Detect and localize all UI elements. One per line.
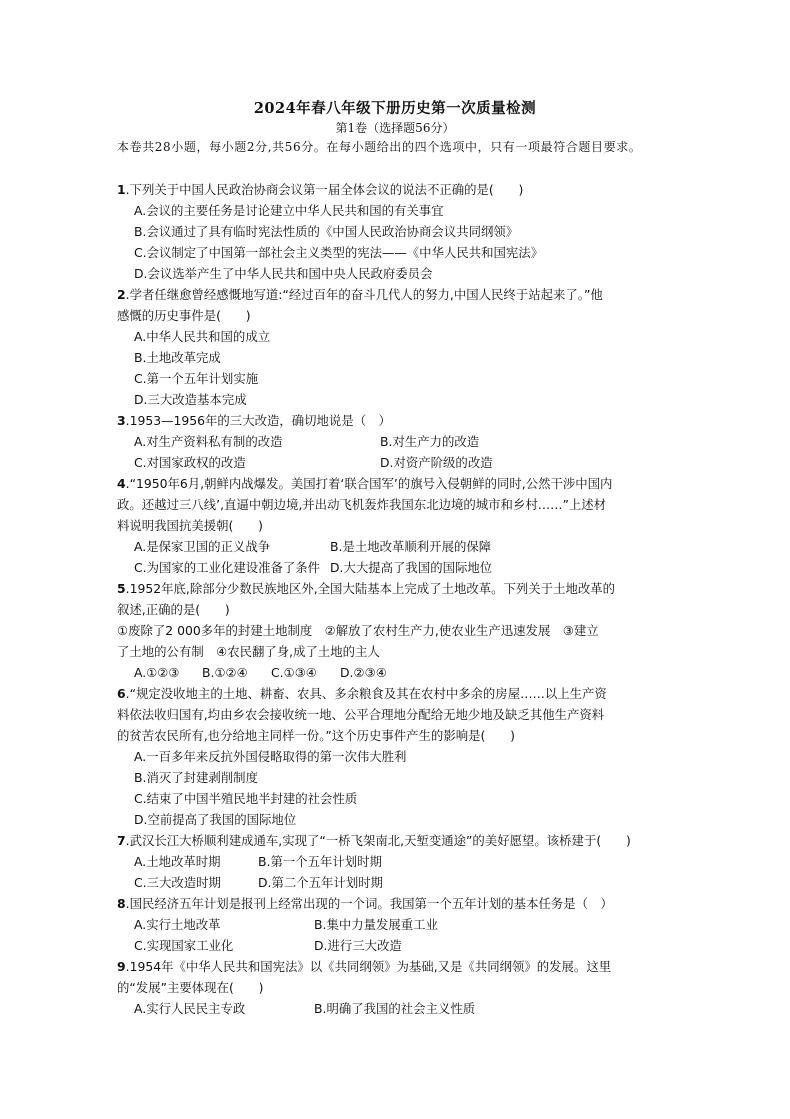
question-6-option-d: D.空前提高了我国的国际地位 [134, 812, 297, 827]
question-number: 1 [117, 182, 126, 197]
question-1-option-d: D.会议选举产生了中华人民共和国中央人民政府委员会 [134, 266, 433, 281]
question-8-option-d: D.进行三大改造 [314, 938, 402, 953]
question-2-stem-line-2: 感慨的历史事件是( ) [117, 308, 251, 323]
question-1-option-c: C.会议制定了中国第一部社会主义类型的宪法——《中华人民共和国宪法》 [134, 245, 544, 260]
question-3-option-a: A.对生产资料私有制的改造 [134, 434, 283, 449]
question-5-option-a: A.①②③ [134, 665, 180, 680]
question-6-stem-line-3: 的贫苦农民所有,也分给地主同样一份。”这个历史事件产生的影响是( ) [117, 728, 515, 743]
question-6-option-b: B.消灭了封建剥削制度 [134, 770, 258, 785]
question-1-stem: 1.下列关于中国人民政治协商会议第一届全体会议的说法不正确的是( ) [117, 182, 524, 197]
question-7-option-a: A.土地改革时期 [134, 854, 221, 869]
question-4-option-d: D.大大提高了我国的国际地位 [330, 560, 493, 575]
question-5-stem-line-3: ①废除了2 000多年的封建土地制度 ②解放了农村生产力,使农业生产迅速发展 ③建立 [117, 623, 599, 638]
question-4-stem-line-2: 政。还越过三八线’,直逼中朝边境,并出动飞机轰炸我国东北边境的城市和乡村……”上述材 [117, 497, 607, 512]
question-4-option-b: B.是土地改革顺利开展的保障 [330, 539, 492, 554]
question-3-option-b: B.对生产力的改造 [380, 434, 480, 449]
question-7-option-d: D.第二个五年计划时期 [258, 875, 383, 890]
question-9-stem-line-2: 的“发展”主要体现在( ) [117, 980, 264, 995]
question-6-stem: 6.“规定没收地主的土地、耕畜、农具、多余粮食及其在农村中多余的房屋……以上生产资 [117, 686, 607, 701]
question-6-option-a: A.一百多年来反抗外国侵略取得的第一次伟大胜利 [134, 749, 407, 764]
question-2-option-b: B.土地改革完成 [134, 350, 221, 365]
section-subtitle: 第1卷（选择题56分） [335, 121, 455, 135]
question-6-option-c: C.结束了中国半殖民地半封建的社会性质 [134, 791, 358, 806]
question-4-option-a: A.是保家卫国的正义战争 [134, 539, 271, 554]
question-9-stem: 9.1954年《中华人民共和国宪法》以《共同纲领》为基础,又是《共同纲领》的发展。这里 [117, 959, 612, 974]
page-title: 2024年春八年级下册历史第一次质量检测 [253, 100, 537, 117]
question-5-stem-line-4: 了土地的公有制 ④农民翻了身,成了土地的主人 [117, 644, 380, 659]
question-5-option-c: C.①③④ [271, 665, 317, 680]
question-8-stem: 8.国民经济五年计划是报刊上经常出现的一个词。我国第一个五年计划的基本任务是（ ） [117, 896, 613, 911]
question-6-stem-line-2: 料依法收归国有,均由乡农会接收统一地、公平合理地分配给无地少地及缺乏其他生产资料 [117, 707, 605, 722]
question-8-option-b: B.集中力量发展重工业 [314, 917, 438, 932]
question-4-option-c: C.为国家的工业化建设准备了条件 [134, 560, 321, 575]
instructions: 本卷共28小题，每小题2分,共56分。在每小题给出的四个选项中，只有一项最符合题目要求。 [117, 140, 642, 154]
question-5-stem-line-2: 叙述,正确的是( ) [117, 602, 230, 617]
question-8-option-a: A.实行土地改革 [134, 917, 221, 932]
question-8-option-c: C.实现国家工业化 [134, 938, 234, 953]
question-7-option-c: C.三大改造时期 [134, 875, 221, 890]
question-2-option-a: A.中华人民共和国的成立 [134, 329, 271, 344]
question-2-stem: 2.学者任继愈曾经感慨地写道:“经过百年的奋斗几代人的努力,中国人民终于站起来了。”他 [117, 287, 603, 302]
question-9-option-a: A.实行人民民主专政 [134, 1001, 246, 1016]
question-5-option-b: B.①②④ [202, 665, 248, 680]
question-4-stem: 4.“1950年6月,朝鲜内战爆发。美国打着‘联合国军’的旗号入侵朝鲜的同时,公然干涉中国内 [117, 476, 613, 491]
question-7-stem: 7.武汉长江大桥顺利建成通车,实现了“一桥飞架南北,天堑变通途”的美好愿望。该桥建于( ) [117, 833, 631, 848]
question-3-option-c: C.对国家政权的改造 [134, 455, 246, 470]
question-1-option-b: B.会议通过了具有临时宪法性质的《中国人民政治协商会议共同纲领》 [134, 224, 519, 239]
question-3-stem: 3.1953—1956年的三大改造，确切地说是（ ） [117, 413, 391, 428]
question-5-option-d: D.②③④ [340, 665, 387, 680]
question-4-stem-line-3: 料说明我国抗美援朝( ) [117, 518, 263, 533]
question-2-option-d: D.三大改造基本完成 [134, 392, 247, 407]
question-3-option-d: D.对资产阶级的改造 [380, 455, 493, 470]
question-2-option-c: C.第一个五年计划实施 [134, 371, 259, 386]
question-5-stem: 5.1952年底,除部分少数民族地区外,全国大陆基本上完成了土地改革。下列关于土地改革的 [117, 581, 616, 596]
question-1-option-a: A.会议的主要任务是讨论建立中华人民共和国的有关事宜 [134, 203, 444, 218]
question-9-option-b: B.明确了我国的社会主义性质 [314, 1001, 476, 1016]
question-7-option-b: B.第一个五年计划时期 [258, 854, 382, 869]
